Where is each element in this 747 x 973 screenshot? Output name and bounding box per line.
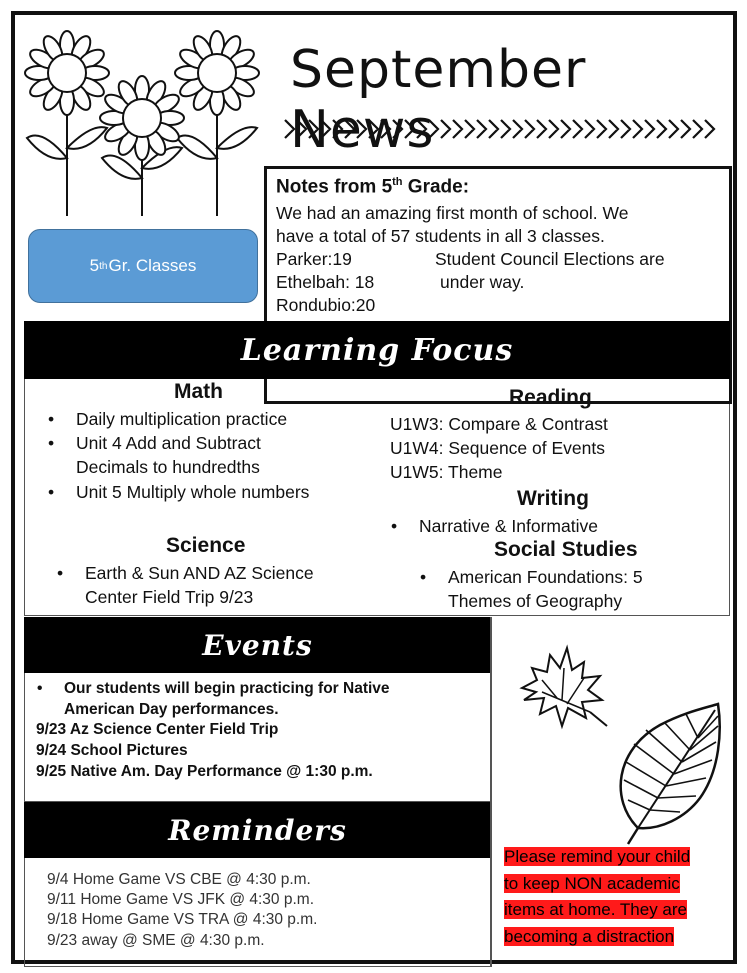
science-heading: Science [166,534,246,557]
event-item: 9/23 Az Science Center Field Trip [36,721,279,738]
leaf-icon [600,700,730,845]
list-item: • Unit 4 Add and Subtract [76,431,261,455]
list-item: • Earth & Sun AND AZ Science [85,561,314,585]
list-item: Center Field Trip 9/23 [85,587,254,607]
callout-line: items at home. They are [504,900,687,919]
writing-heading: Writing [517,487,589,510]
elections-note: under way. [440,272,525,292]
reminder-item: 9/11 Home Game VS JFK @ 4:30 p.m. [47,891,314,908]
events-banner: Events [24,617,491,673]
notes-line: We had an amazing first month of school. We [276,203,629,223]
notes-heading: Notes from 5th Grade: [276,176,470,198]
list-item: Decimals to hundredths [76,457,260,477]
reading-heading: Reading [509,386,592,409]
list-item: U1W3: Compare & Contrast [390,414,608,434]
reminders-banner: Reminders [24,802,491,858]
notes-line: have a total of 57 students in all 3 classes. [276,226,605,246]
class-count: Parker:19 [276,249,352,269]
class-count: Rondubio:20 [276,295,376,315]
event-item: 9/25 Native Am. Day Performance @ 1:30 p.m. [36,763,373,780]
sunflower-icon [22,28,272,220]
callout-line: becoming a distraction [504,926,675,946]
event-item: 9/24 School Pictures [36,742,188,759]
list-item: Themes of Geography [448,591,623,611]
list-item: U1W4: Sequence of Events [390,438,605,458]
reminder-item: 9/18 Home Game VS TRA @ 4:30 p.m. [47,911,318,928]
event-item: Our students will begin practicing for Native [64,680,390,697]
divider [490,617,492,967]
list-item: • Narrative & Informative [419,514,598,538]
reminder-item: 9/4 Home Game VS CBE @ 4:30 p.m. [47,871,311,888]
page-title: September News [290,40,587,160]
classes-button[interactable]: 5 th Gr. Classes [28,229,258,303]
reminder-item: 9/23 away @ SME @ 4:30 p.m. [47,932,265,949]
event-item: American Day performances. [64,701,279,718]
callout-line: Please remind your child [504,847,691,866]
maple-leaf-icon [512,640,612,740]
social-studies-heading: Social Studies [494,538,638,561]
list-item: U1W5: Theme [390,462,503,482]
learning-focus-banner: Learning Focus [24,321,730,379]
reminder-callout [504,844,732,950]
list-item: • American Foundations: 5 [448,565,643,589]
list-item: • Daily multiplication practice [76,407,287,431]
chevron-divider-icon [283,118,723,140]
bullet-dot: • [37,680,43,697]
callout-line: to keep NON academic [504,873,680,893]
elections-note: Student Council Elections are [435,249,665,269]
list-item: • Unit 5 Multiply whole numbers [76,480,309,504]
math-heading: Math [174,380,223,403]
class-count: Ethelbah: 18 [276,272,375,292]
